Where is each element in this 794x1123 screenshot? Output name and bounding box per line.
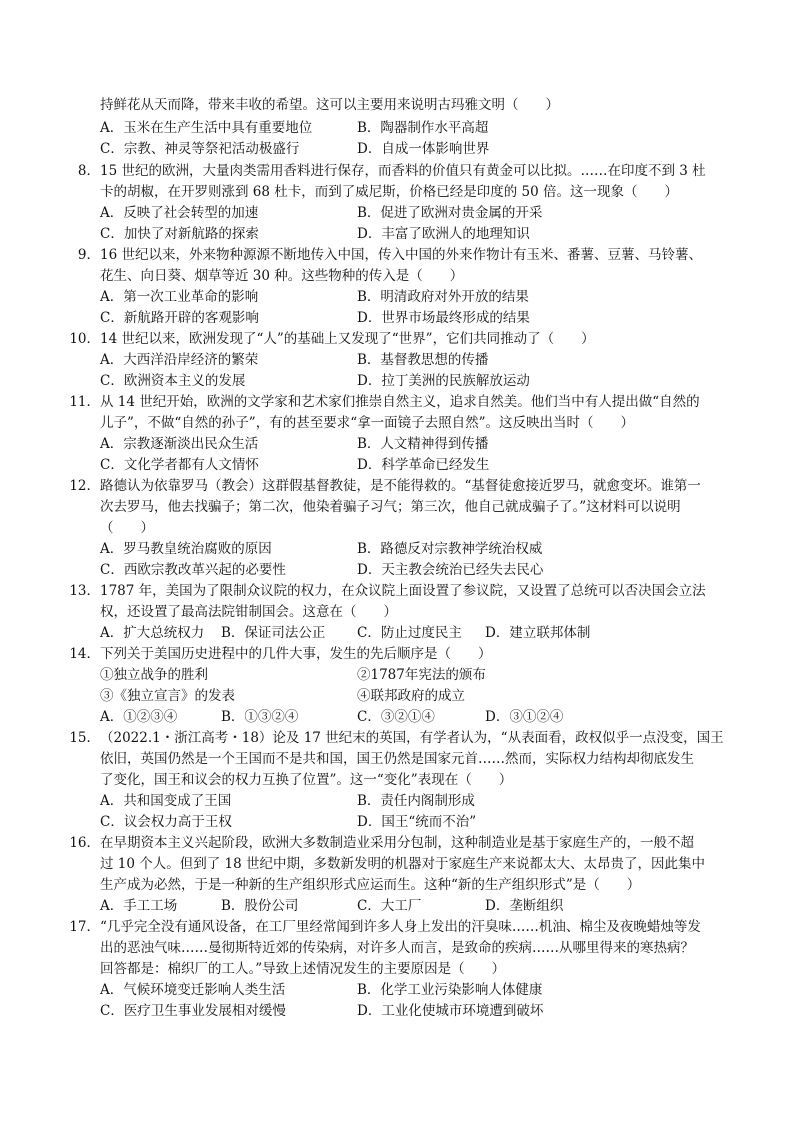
q12-stem-line: （ ） (100, 520, 154, 536)
q7-option-c[interactable]: C．宗教、神灵等祭祀活动极盛行 (100, 141, 300, 157)
q15-option-b[interactable]: B．责任内阁制形成 (357, 793, 475, 809)
q10-number: 10． (69, 331, 100, 347)
q16-option-c[interactable]: C．大工厂 (357, 898, 422, 914)
q7-option-d[interactable]: D．自成一体影响世界 (357, 141, 490, 157)
q8-option-b[interactable]: B．促进了欧洲对贵金属的开采 (357, 205, 543, 221)
q17-stem-line: 回答都是：棉织厂的工人。”导致上述情况发生的主要原因是（ ） (100, 961, 506, 977)
q15-option-c[interactable]: C．议会权力高于王权 (100, 814, 232, 830)
q12-stem-line: 路德认为依靠罗马（教会）这群假基督教徒，是不能得救的。“基督徒愈接近罗马，就愈变坏。谁第一 (100, 478, 701, 494)
q16-stem-line: 在早期资本主义兴起阶段，欧洲大多数制造业采用分包制，这种制造业是基于家庭生产的，一般不超 (100, 835, 694, 851)
q8-option-a[interactable]: A．反映了社会转型的加速 (100, 205, 259, 221)
q14-option-b[interactable]: B．①③②④ (221, 709, 299, 725)
q10-option-b[interactable]: B．基督教思想的传播 (357, 352, 489, 368)
q7-option-b[interactable]: B．陶器制作水平高超 (357, 120, 489, 136)
q15-stem-line: 依旧，英国仍然是一个王国而不是共和国，国王仍然是国家元首……然而，实际权力结构却彻底发生 (100, 751, 694, 767)
q17-option-d[interactable]: D．工业化使城市环境遭到破坏 (357, 1003, 544, 1019)
q15-stem-line: 了变化，国王和议会的权力互换了位置”。这一“变化”表现在（ ） (100, 772, 513, 788)
q12-option-b[interactable]: B．路德反对宗教神学统治权威 (357, 541, 543, 557)
q9-number: 9． (77, 247, 100, 263)
q8-option-d[interactable]: D．丰富了欧洲人的地理知识 (357, 226, 530, 242)
q16-option-d[interactable]: D．垄断组织 (485, 898, 564, 914)
q9-stem-line: 花生、向日葵、烟草等近 30 种。这些物种的传入是（ ） (100, 268, 464, 284)
q11-option-c[interactable]: C．文化学者都有人文情怀 (100, 457, 259, 473)
q14-option-d[interactable]: D．③①②④ (485, 709, 564, 725)
q16-stem-line: 生产成为必然，于是一种新的生产组织形式应运而生。这种“新的生产组织形式”是（ ） (100, 877, 641, 893)
q16-stem-line: 过 10 个人。但到了 18 世纪中期，多数新发明的机器对于家庭生产来说都太大、太昂贵了，因此集中 (100, 856, 706, 872)
q8-stem-line: 卡的胡椒，在开罗则涨到 68 杜卡，而到了威尼斯，价格已经是印度的 50 倍。这一现象（ ） (100, 184, 679, 200)
q13-option-a[interactable]: A．扩大总统权力 (100, 625, 205, 641)
q17-stem-line: 出的恶浊气味……曼彻斯特近郊的传染病，对许多人而言，是致命的疾病……从哪里得来的寒热病？ (100, 940, 694, 956)
q12-stem-line: 次去罗马，他去找骗子；第二次，他染着骗子习气；第三次，他自己就成骗子了。”这材料可以说明 (100, 499, 681, 515)
q14-option-c[interactable]: C．③②①④ (357, 709, 435, 725)
q17-option-a[interactable]: A．气候环境变迁影响人类生活 (100, 982, 286, 998)
q12-number: 12． (69, 478, 100, 494)
q13-stem-line: 1787 年，美国为了限制众议院的权力，在众议院上面设置了参议院，又设置了总统可以否决国会立法 (100, 583, 706, 599)
q14-stem-line: 下列关于美国历史进程中的几件大事，发生的先后顺序是（ ） (100, 646, 492, 662)
q17-number: 17． (69, 919, 100, 935)
q15-option-a[interactable]: A．共和国变成了王国 (100, 793, 232, 809)
q15-number: 15． (69, 730, 100, 746)
q16-number: 16． (69, 835, 100, 851)
q9-option-b[interactable]: B．明清政府对外开放的结果 (357, 289, 529, 305)
q7-option-a[interactable]: A．玉米在生产生活中具有重要地位 (100, 120, 313, 136)
q9-option-a[interactable]: A．第一次工业革命的影响 (100, 289, 259, 305)
q14-number: 14． (69, 646, 100, 662)
q14-event-item: ①独立战争的胜利 (100, 667, 208, 683)
q11-option-b[interactable]: B．人文精神得到传播 (357, 436, 489, 452)
q14-event-item: ④联邦政府的成立 (357, 688, 465, 704)
q9-stem-line: 16 世纪以来，外来物种源源不断地传入中国，传入中国的外来作物计有玉米、番薯、豆薯、马铃薯、 (100, 247, 702, 263)
q11-number: 11． (69, 394, 100, 410)
q13-option-c[interactable]: C．防止过度民主 (357, 625, 462, 641)
q16-option-a[interactable]: A．手工工场 (100, 898, 178, 914)
q17-option-c[interactable]: C．医疗卫生事业发展相对缓慢 (100, 1003, 286, 1019)
q7-stem-line: 持鲜花从天而降，带来丰收的希望。这可以主要用来说明古玛雅文明（ ） (100, 97, 559, 113)
q12-option-c[interactable]: C．西欧宗教改革兴起的必要性 (100, 562, 286, 578)
q10-option-d[interactable]: D．拉丁美洲的民族解放运动 (357, 373, 530, 389)
q14-event-item: ③《独立宣言》的发表 (100, 688, 235, 704)
q16-option-b[interactable]: B．股份公司 (221, 898, 299, 914)
q10-option-c[interactable]: C．欧洲资本主义的发展 (100, 373, 246, 389)
q15-stem-line: （2022.1・浙江高考・18）论及 17 世纪末的英国，有学者认为，“从表面看，政权似乎一点没变，国王 (100, 730, 724, 746)
q10-option-a[interactable]: A．大西洋沿岸经济的繁荣 (100, 352, 259, 368)
q14-event-item: ②1787年宪法的颁布 (357, 667, 486, 683)
q15-option-d[interactable]: D．国王“统而不治” (357, 814, 477, 830)
q8-number: 8． (77, 163, 100, 179)
q11-option-d[interactable]: D．科学革命已经发生 (357, 457, 490, 473)
q9-option-c[interactable]: C．新航路开辟的客观影响 (100, 310, 259, 326)
q11-stem-line: 从 14 世纪开始，欧洲的文学家和艺术家们推崇自然主义，追求自然美。他们当中有人提出做“自然的 (100, 394, 700, 410)
q11-option-a[interactable]: A．宗教逐渐淡出民众生活 (100, 436, 259, 452)
q10-stem-line: 14 世纪以来，欧洲发现了“人”的基础上又发现了“世界”，它们共同推动了（ ） (100, 331, 595, 347)
q8-stem-line: 15 世纪的欧洲，大量肉类需用香料进行保存，而香料的价值只有黄金可以比拟。……在印度不到 3 杜 (100, 163, 706, 179)
q14-option-a[interactable]: A．①②③④ (100, 709, 178, 725)
q13-number: 13． (69, 583, 100, 599)
q12-option-a[interactable]: A．罗马教皇统治腐败的原因 (100, 541, 272, 557)
q13-option-d[interactable]: D．建立联邦体制 (485, 625, 591, 641)
q13-stem-line: 权，还设置了最高法院钳制国会。这意在（ ） (100, 604, 397, 620)
q11-stem-line: 儿子”，不做“自然的孙子”，有的甚至要求“拿一面镜子去照自然”。这反映出当时（ ） (100, 415, 635, 431)
q17-stem-line: “几乎完全没有通风设备，在工厂里经常闻到许多人身上发出的汗臭味……机油、棉尘及夜晚蜡烛等发 (100, 919, 701, 935)
q9-option-d[interactable]: D．世界市场最终形成的结果 (357, 310, 530, 326)
q12-option-d[interactable]: D．天主教会统治已经失去民心 (357, 562, 544, 578)
q17-option-b[interactable]: B．化学工业污染影响人体健康 (357, 982, 543, 998)
q13-option-b[interactable]: B．保证司法公正 (221, 625, 326, 641)
q8-option-c[interactable]: C．加快了对新航路的探索 (100, 226, 259, 242)
